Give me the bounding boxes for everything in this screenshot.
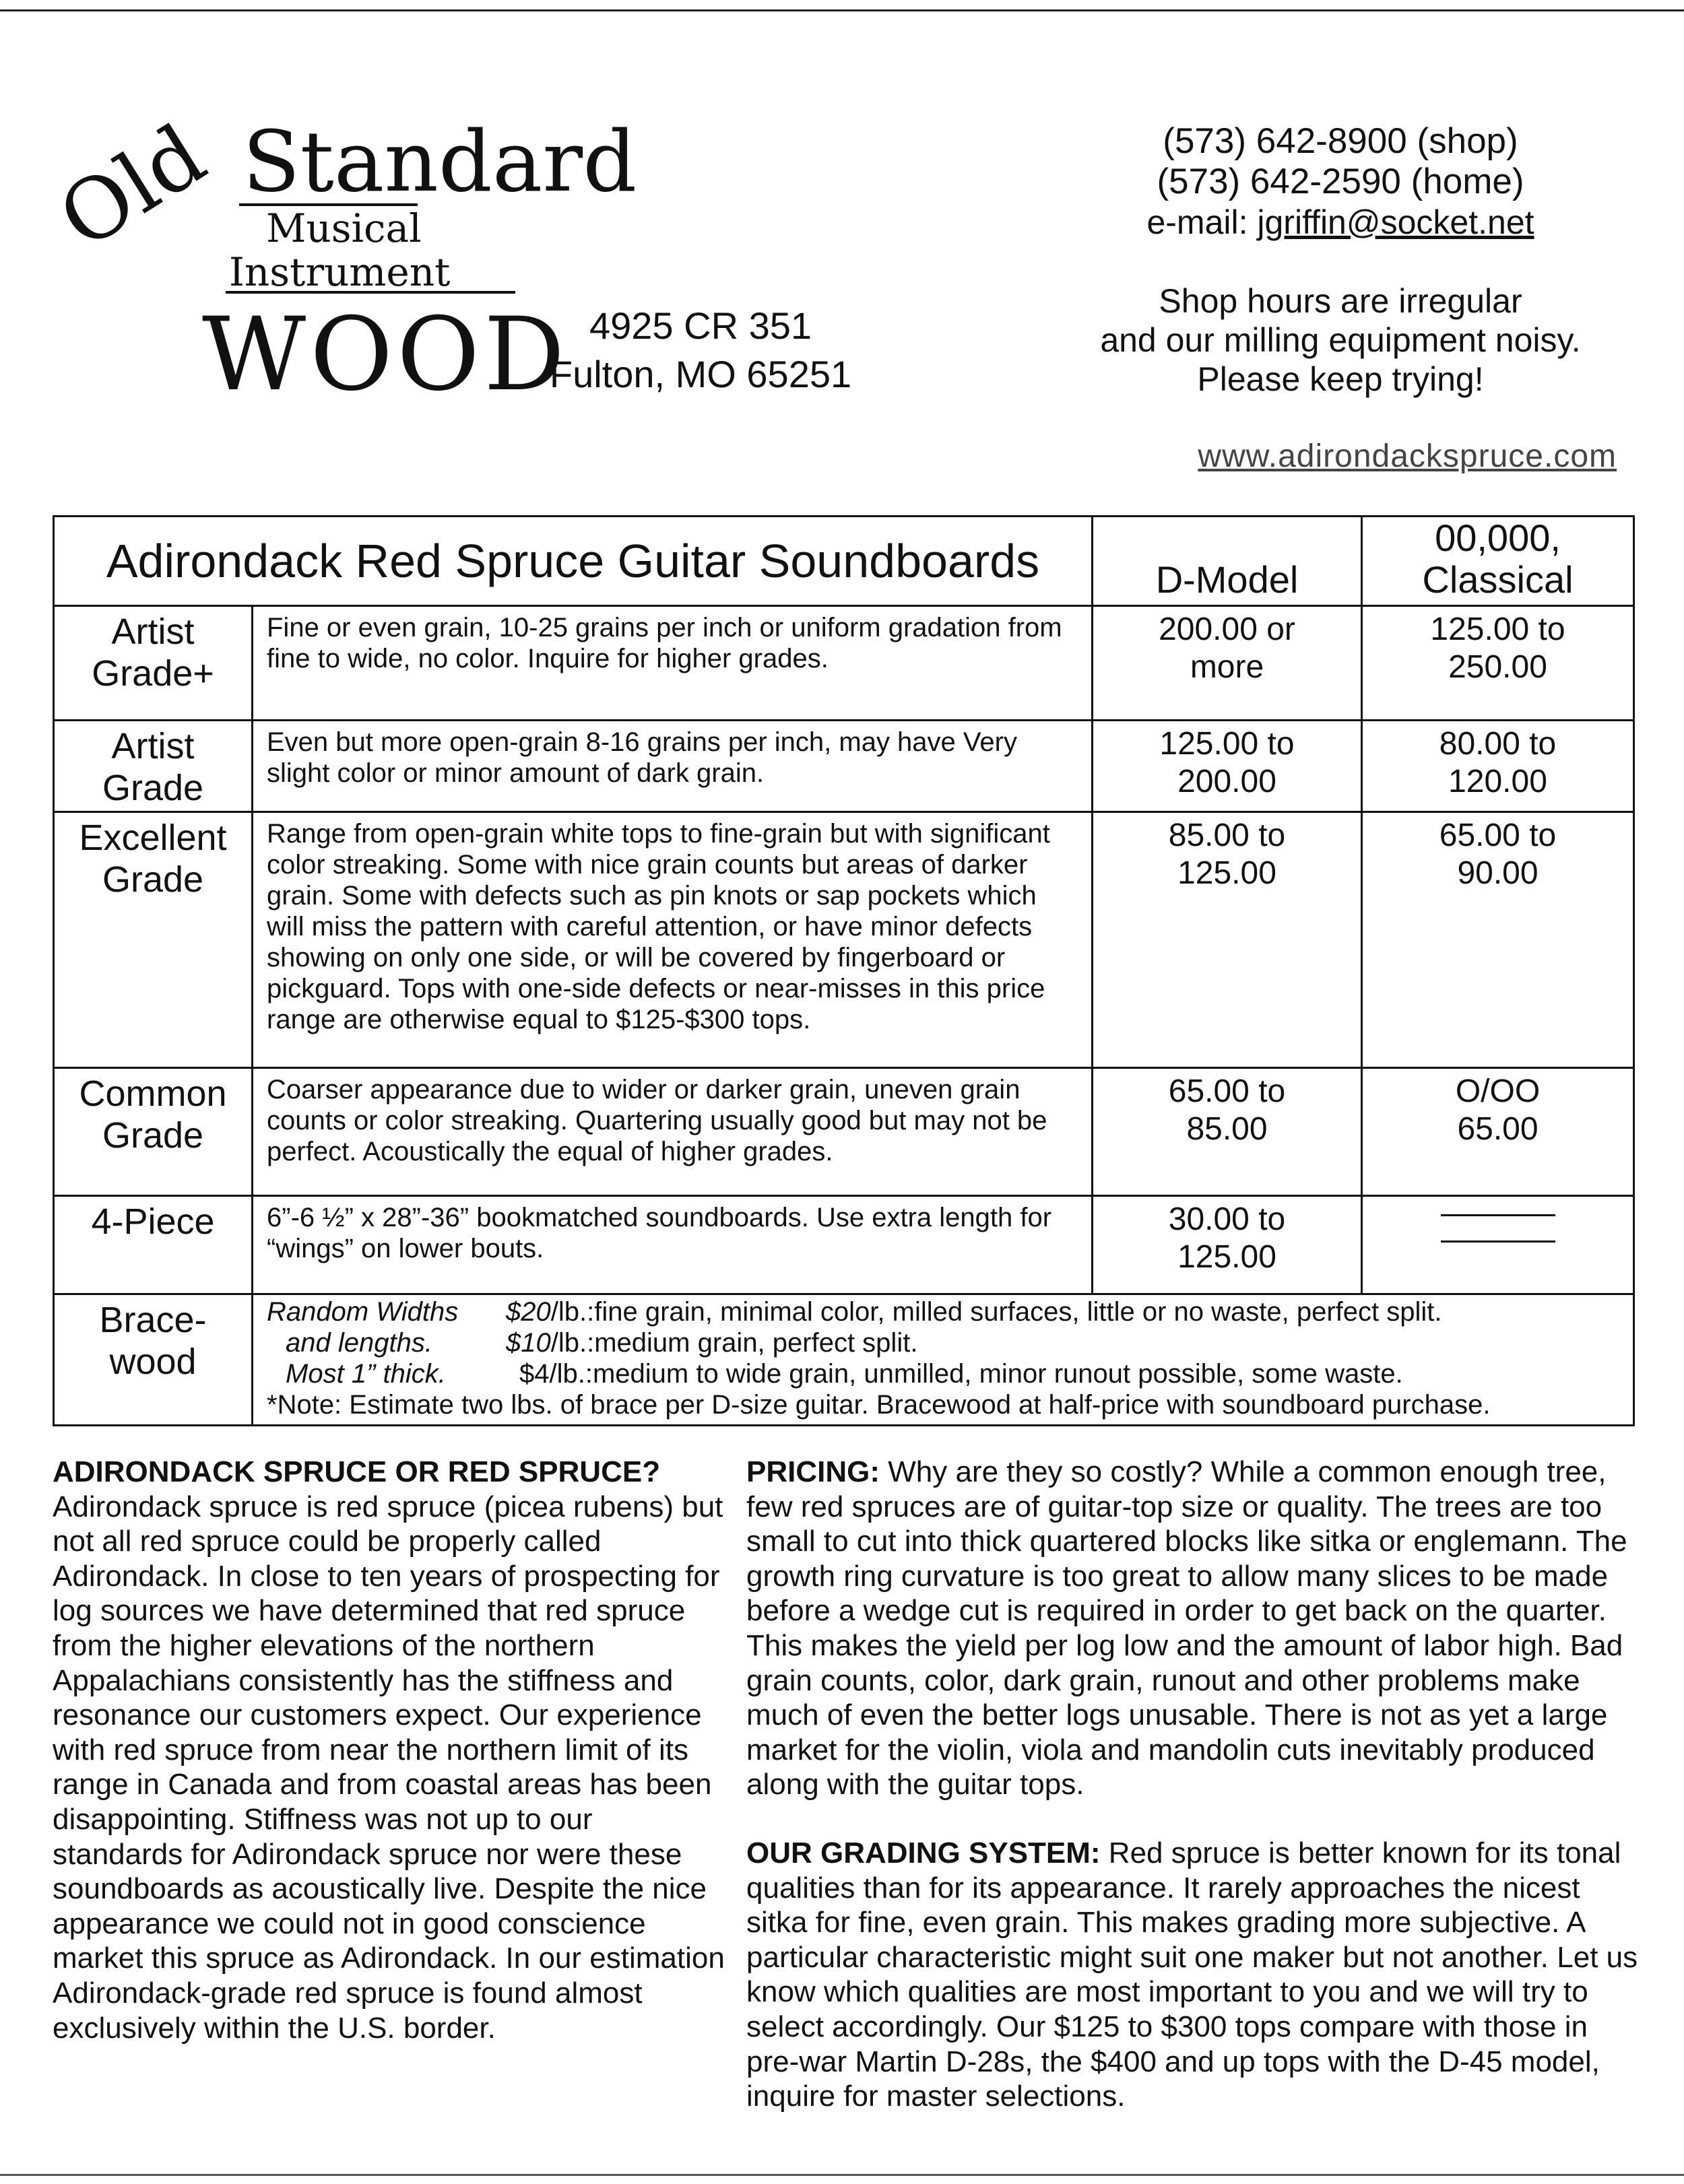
phone-home: (573) 642-2590 (home) [1157,162,1524,201]
bracewood-line [267,1327,1622,1358]
grade-label [54,1294,253,1426]
bracewood-line-label: Most 1” thick. [286,1359,446,1389]
price-d-line-2: 125.00 [1177,855,1276,891]
pricing-body: Why are they so costly? While a common enough tree, few red spruces are of guitar-top size or quality. The trees are too small to cut into thick quartered blocks like sitka or englemann. The growth ring curvature is too great to allow many slices to be made before a wedge cut is required in order to get back on the quarter. This makes the yield per log low and the amount of labor high. Bad grain counts, color, dark grain, runout and other problems make much of even the better logs unusable. There is not as yet a large market for the violin, viola and mandolin cuts inevitably produced along with the guitar tops. [746,1455,1627,1801]
bracewood-price-value: $10 [506,1328,551,1358]
bracewood-line-text: fine grain, minimal color, milled surfaces, little or no waste, perfect split. [594,1297,1442,1327]
grade-label-line-1: Common [79,1073,227,1114]
price-d-model [1093,1068,1362,1196]
address-street: 4925 CR 351 [589,304,812,347]
price-classical-line-1: 80.00 to [1439,726,1557,762]
price-d-line-1: 85.00 to [1168,818,1286,853]
price-classical [1362,812,1634,1068]
grade-label-line-2: Grade+ [92,653,214,694]
price-d-line-1: 125.00 to [1159,726,1295,762]
grade-description: Range from open-grain white tops to fine-grain but with significant color streaking. Some with nice grain counts but areas of darker grain. Some with defects such as pin knots or sap pockets which will miss the pattern with careful attention, or have minor defects showing on only one side, or will be covered by fingerboard or pickguard. Tops with one-side defects or near-misses in this price range are otherwise equal to $125-$300 tops. [253,812,1093,1068]
top-rule [0,9,1684,11]
column-header-classical [1362,517,1634,606]
grade-label [54,721,253,812]
right-column [746,1455,1642,2114]
grade-label-line-1: 4-Piece [91,1201,215,1242]
hours-line-2: and our milling equipment noisy. [1100,321,1581,359]
grade-description: Fine or even grain, 10-25 grains per inch or uniform gradation from fine to wide, no color. Inquire for higher grades. [253,606,1093,721]
price-classical-none [1362,1196,1634,1294]
bracewood-price-unit: /lb.: [549,1359,593,1389]
email-label: e-mail: [1146,203,1258,241]
phone-shop: (573) 642-8900 (shop) [1163,121,1518,161]
grade-description: 6”-6 ½” x 28”-36” bookmatched soundboards. Use extra length for “wings” on lower bouts. [253,1196,1093,1294]
table-title: Adirondack Red Spruce Guitar Soundboards [54,517,1093,606]
price-classical-line-2: 250.00 [1448,649,1547,685]
price-classical [1362,721,1634,812]
bracewood-line-price [506,1358,593,1389]
column-header-d-model: D-Model [1093,517,1362,606]
price-d-line-2: 125.00 [1177,1239,1276,1275]
table-row [54,1068,1634,1196]
price-classical-line-2: 90.00 [1457,855,1539,891]
price-classical [1362,606,1634,721]
logo-rule-2 [226,291,515,294]
grade-label [54,606,253,721]
bracewood-line-label: Random Widths [267,1297,459,1327]
price-d-model [1093,1196,1362,1294]
company-logo [42,106,637,424]
blank-price-line [1441,1214,1555,1216]
grade-label [54,1068,253,1196]
grade-label-line-1: Brace- [99,1300,207,1340]
grade-label-line-2: wood [109,1342,197,1382]
price-classical-line-1: 65.00 to [1439,818,1557,853]
grade-description: Coarser appearance due to wider or darker grain, uneven grain counts or color streaking. Quartering usually good but may not be perfect. Acoustically the equal of higher grades. [253,1068,1093,1196]
column-header-classical-line-1: 00,000, [1435,517,1561,559]
price-d-line-2: 85.00 [1186,1111,1268,1147]
bracewood-line-price [506,1296,594,1327]
bracewood-line-price [506,1327,594,1358]
grade-description: Even but more open-grain 8-16 grains per inch, may have Very slight color or minor amount of dark grain. [253,721,1093,812]
bracewood-line [267,1358,1622,1389]
hours-line-3: Please keep trying! [1197,360,1484,398]
bottom-rule [0,2174,1684,2176]
price-d-line-1: 30.00 to [1168,1201,1286,1237]
blank-price-line [1441,1240,1555,1243]
left-column [53,1455,726,2045]
price-classical [1362,1068,1634,1196]
email-link[interactable]: jgriffin@socket.net [1257,203,1534,241]
price-d-line-2: 200.00 [1177,764,1276,799]
price-d-model [1093,606,1362,721]
bracewood-line-label: and lengths. [286,1328,432,1358]
column-header-classical-line-2: Classical [1422,558,1574,601]
shop-hours [1051,282,1630,399]
logo-standard: Standard [242,113,637,211]
contact-block [1051,121,1630,242]
grade-label-line-1: Excellent [79,818,227,858]
price-table [53,515,1635,1426]
table-header-row [54,517,1634,606]
pricing-paragraph [746,1455,1642,1802]
bracewood-price-unit: /lb.: [550,1297,595,1327]
grading-paragraph [746,1836,1642,2114]
grading-body: Red spruce is better known for its tonal qualities than for its appearance. It rarely approaches the nicest sitka for fine, even grain. This makes grading more subjective. A particular characteristic might suit one maker but not another. Let us know which qualities are most important to you and we will try to select accordingly. Our $125 to $300 tops compare with those in pre-war Martin D-28s, the $400 and up tops with the D-45 model, inquire for master selections. [746,1836,1638,2113]
bracewood-note: *Note: Estimate two lbs. of brace per D-size guitar. Bracewood at half-price with soundboard purchase. [267,1390,1491,1420]
table-row [54,721,1634,812]
bracewood-line-text: medium to wide grain, unmilled, minor runout possible, some waste. [592,1359,1403,1389]
logo-instrument: Instrument [229,249,451,295]
mailing-address [539,302,862,399]
logo-wood: WOOD [202,296,569,413]
pricing-heading: PRICING: [746,1455,880,1488]
bracewood-price-value: $20 [506,1297,551,1327]
logo-old: Old [42,106,222,269]
price-classical-line-2: 120.00 [1448,764,1547,799]
grade-label-line-2: Grade [102,768,204,808]
bracewood-price-unit: /lb.: [550,1328,595,1358]
price-d-model [1093,721,1362,812]
table-row [54,812,1634,1068]
table-row [54,1196,1634,1294]
bracewood-description [253,1294,1634,1426]
email-line [1051,202,1630,242]
price-classical-line-1: 125.00 to [1430,611,1565,647]
grade-label-line-1: Artist [111,726,195,766]
price-classical-line-1: O/OO [1455,1073,1541,1109]
table-row [54,606,1634,721]
left-column-heading: ADIRONDACK SPRUCE OR RED SPRUCE? [53,1455,661,1488]
website-link[interactable]: www.adirondackspruce.com [1198,438,1617,474]
grade-label-line-2: Grade [102,1115,204,1156]
price-d-model [1093,812,1362,1068]
price-d-line-1: 65.00 to [1168,1073,1286,1109]
bracewood-line [267,1296,1622,1327]
left-column-body: Adirondack spruce is red spruce (picea rubens) but not all red spruce could be properly called Adirondack. In close to ten years of prospecting for log sources we have determined that red spruce from the higher elevations of the northern Appalachians consistently has the stiffness and resonance our customers expect. Our experience with red spruce from near the northern limit of its range in Canada and from coastal areas has been disappointing. Stiffness was not up to our standards for Adirondack spruce nor were these soundboards as acoustically live. Despite the nice appearance we could not in good conscience market this spruce as Adirondack. In our estimation Adirondack-grade red spruce is found almost exclusively within the U.S. border. [53,1490,725,2045]
paragraph-gap [746,1802,1642,1836]
grading-heading: OUR GRADING SYSTEM: [746,1836,1101,1869]
grade-label-line-2: Grade [102,859,204,900]
table-row-bracewood [54,1294,1634,1426]
price-d-line-2: more [1190,649,1264,685]
address-city: Fulton, MO 65251 [549,353,852,395]
grade-label [54,1196,253,1294]
hours-line-1: Shop hours are irregular [1159,282,1522,320]
grade-label-line-1: Artist [111,611,195,652]
price-d-line-1: 200.00 or [1159,611,1295,647]
logo-musical: Musical [266,205,422,251]
bracewood-line-text: medium grain, perfect split. [594,1328,918,1358]
price-classical-line-2: 65.00 [1457,1111,1539,1147]
bracewood-price-value: $4 [519,1359,550,1389]
grade-label [54,812,253,1068]
